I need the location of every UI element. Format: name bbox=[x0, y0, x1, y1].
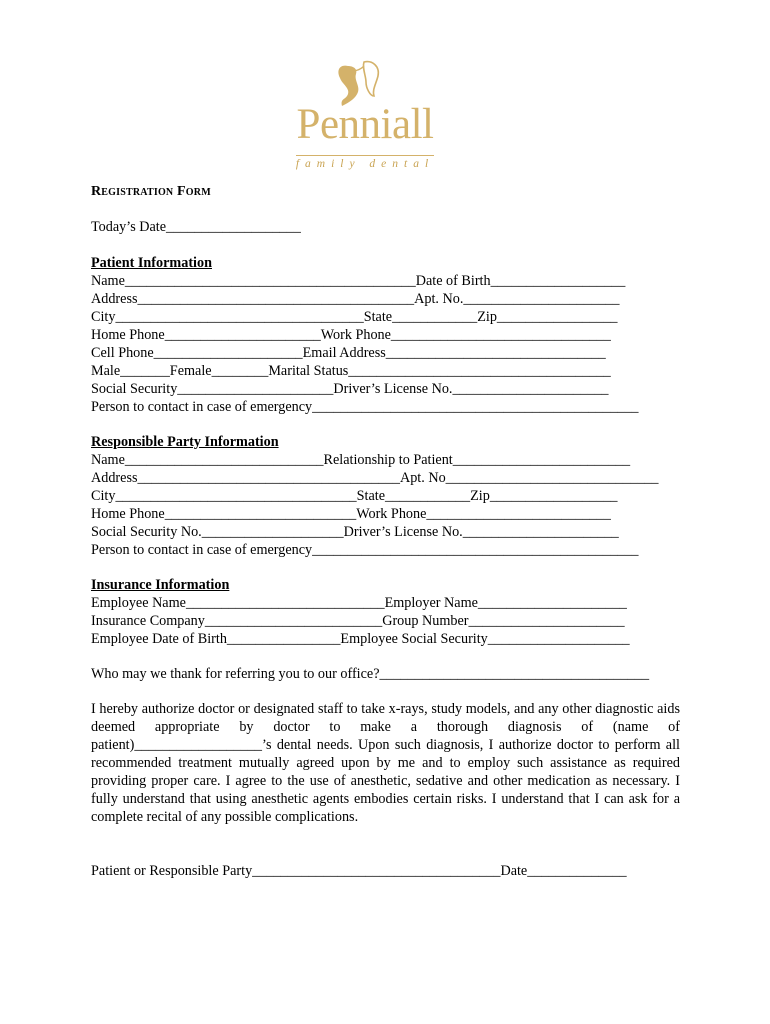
patient-address-fields[interactable]: Address_______________________________________Apt. No.______________________ bbox=[91, 291, 620, 307]
brand-tagline: family dental bbox=[295, 158, 435, 170]
brand-divider bbox=[296, 155, 434, 156]
referral-field[interactable]: Who may we thank for referring you to our office?______________________________________ bbox=[91, 666, 650, 682]
insurance-employee-employer-fields[interactable]: Employee Name____________________________Employer Name_____________________ bbox=[91, 595, 627, 611]
responsible-emergency-contact-field[interactable]: Person to contact in case of emergency______________________________________________ bbox=[91, 542, 639, 558]
responsible-city-state-zip-fields[interactable]: City__________________________________State____________Zip__________________ bbox=[91, 488, 618, 504]
page-title: Registration Form bbox=[91, 184, 211, 199]
brand-name: Penniall bbox=[296, 101, 434, 148]
responsible-name-relationship-fields[interactable]: Name____________________________Relationship to Patient_________________________ bbox=[91, 452, 631, 468]
patient-cell-email-fields[interactable]: Cell Phone_____________________Email Address_______________________________ bbox=[91, 345, 606, 361]
patient-name-dob-fields[interactable]: Name_________________________________________Date of Birth___________________ bbox=[91, 273, 626, 289]
todays-date-field[interactable]: Today’s Date___________________ bbox=[91, 219, 301, 235]
insurance-company-group-fields[interactable]: Insurance Company_________________________Group Number______________________ bbox=[91, 613, 625, 629]
patient-city-state-zip-fields[interactable]: City___________________________________State____________Zip_________________ bbox=[91, 309, 618, 325]
insurance-dob-ssn-fields[interactable]: Employee Date of Birth________________Employee Social Security____________________ bbox=[91, 631, 630, 647]
responsible-address-fields[interactable]: Address_____________________________________Apt. No______________________________ bbox=[91, 470, 659, 486]
patient-gender-marital-fields[interactable]: Male_______Female________Marital Status_____________________________________ bbox=[91, 363, 611, 379]
responsible-ssn-license-fields[interactable]: Social Security No.____________________Driver’s License No.______________________ bbox=[91, 524, 619, 540]
responsible-section-heading: Responsible Party Information bbox=[91, 434, 279, 450]
patient-ssn-license-fields[interactable]: Social Security______________________Driver’s License No.______________________ bbox=[91, 381, 609, 397]
responsible-phone-fields[interactable]: Home Phone___________________________Work Phone__________________________ bbox=[91, 506, 611, 522]
patient-emergency-contact-field[interactable]: Person to contact in case of emergency______________________________________________ bbox=[91, 399, 639, 415]
consent-paragraph: I hereby authorize doctor or designated staff to take x-rays, study models, and any other diagnostic aids deemed appropriate by doctor to make a thorough diagnosis of (name of patient)__________________’s dental needs. Upon such diagnosis, I authorize doctor to perform all recommended treatment mutually agreed upon by me and to employ such assistance as required providing proper care. I agree to the use of anesthetic, sedative and other medication as necessary. I fully understand that using anesthetic agents embodies certain risks. I understand that I can ask for a complete recital of any possible complications. bbox=[91, 701, 680, 825]
signature-date-field[interactable]: Patient or Responsible Party___________________________________Date______________ bbox=[91, 863, 627, 879]
insurance-section-heading: Insurance Information bbox=[91, 577, 230, 593]
patient-section-heading: Patient Information bbox=[91, 255, 212, 271]
patient-phone-fields[interactable]: Home Phone______________________Work Phone_______________________________ bbox=[91, 327, 611, 343]
